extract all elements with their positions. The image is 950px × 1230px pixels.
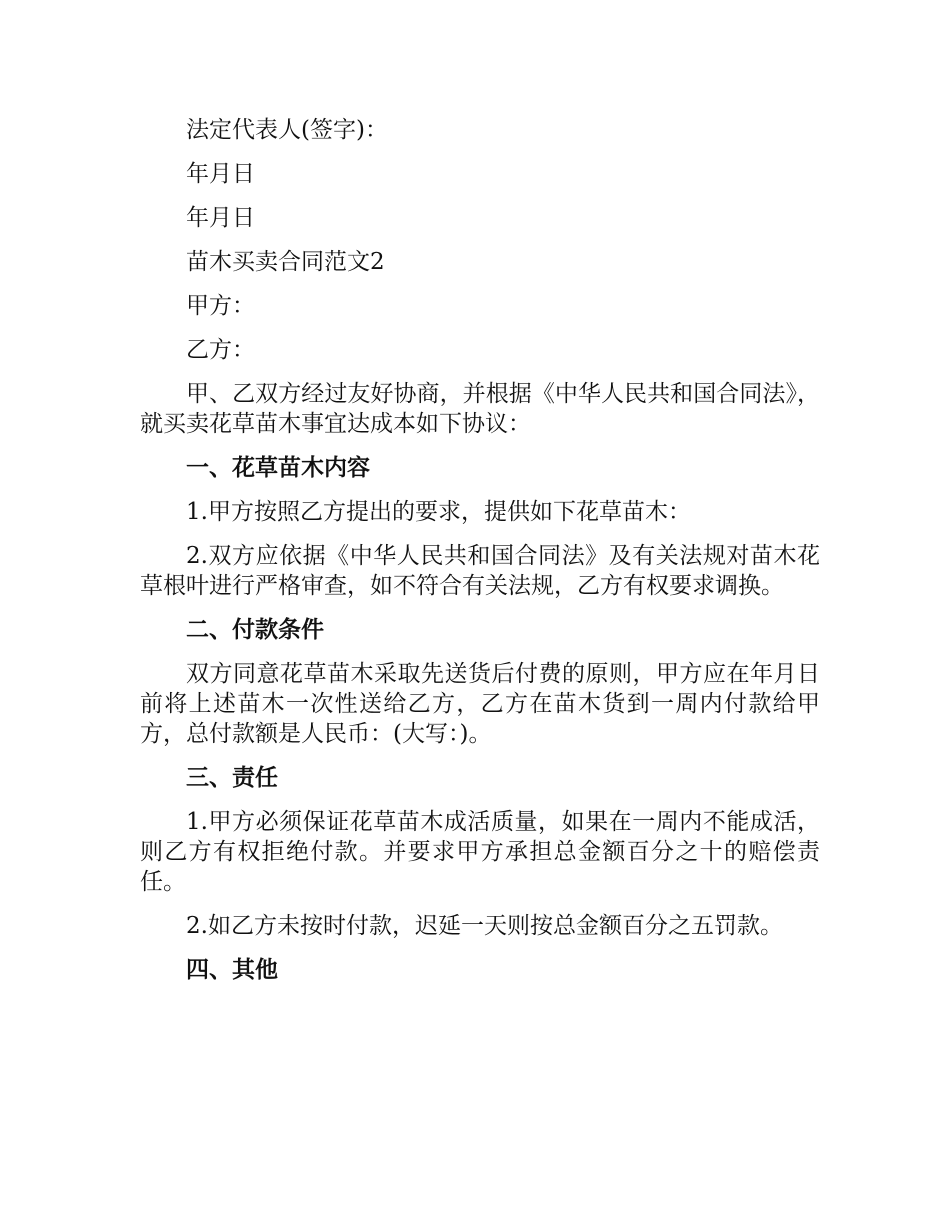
section-heading: 一、花草苗木内容 — [186, 455, 370, 481]
document-page — [140, 108, 820, 992]
date-line: 年月日 — [186, 205, 255, 231]
section-paragraph: 2.双方应依据《中华人民共和国合同法》及有关法规对苗木花草根叶进行严格审查，如不符合有关法规，乙方有权要求调换。 — [140, 543, 820, 599]
section-paragraph: 双方同意花草苗木采取先送货后付费的原则，甲方应在年月日前将上述苗木一次性送给乙方，乙方在苗木货到一周内付款给甲方，总付款额是人民币：(大写：)。 — [140, 661, 820, 747]
section-heading: 三、责任 — [186, 765, 278, 791]
section-heading: 二、付款条件 — [186, 617, 324, 643]
section-paragraph: 1.甲方按照乙方提出的要求，提供如下花草苗木： — [186, 499, 691, 525]
signature-label: 法定代表人(签字)： — [186, 117, 388, 143]
party-a-label: 甲方： — [186, 293, 255, 319]
section-paragraph: 2.如乙方未按时付款，迟延一天则按总金额百分之五罚款。 — [186, 913, 783, 939]
date-line: 年月日 — [186, 161, 255, 187]
section-heading: 四、其他 — [186, 957, 278, 983]
intro-paragraph: 甲、乙双方经过友好协商，并根据《中华人民共和国合同法》，就买卖花草苗木事宜达成本如下协议： — [140, 381, 820, 437]
contract-title: 苗木买卖合同范文2 — [186, 249, 385, 275]
party-b-label: 乙方： — [186, 337, 255, 363]
section-paragraph: 1.甲方必须保证花草苗木成活质量，如果在一周内不能成活，则乙方有权拒绝付款。并要求甲方承担总金额百分之十的赔偿责任。 — [140, 809, 820, 895]
